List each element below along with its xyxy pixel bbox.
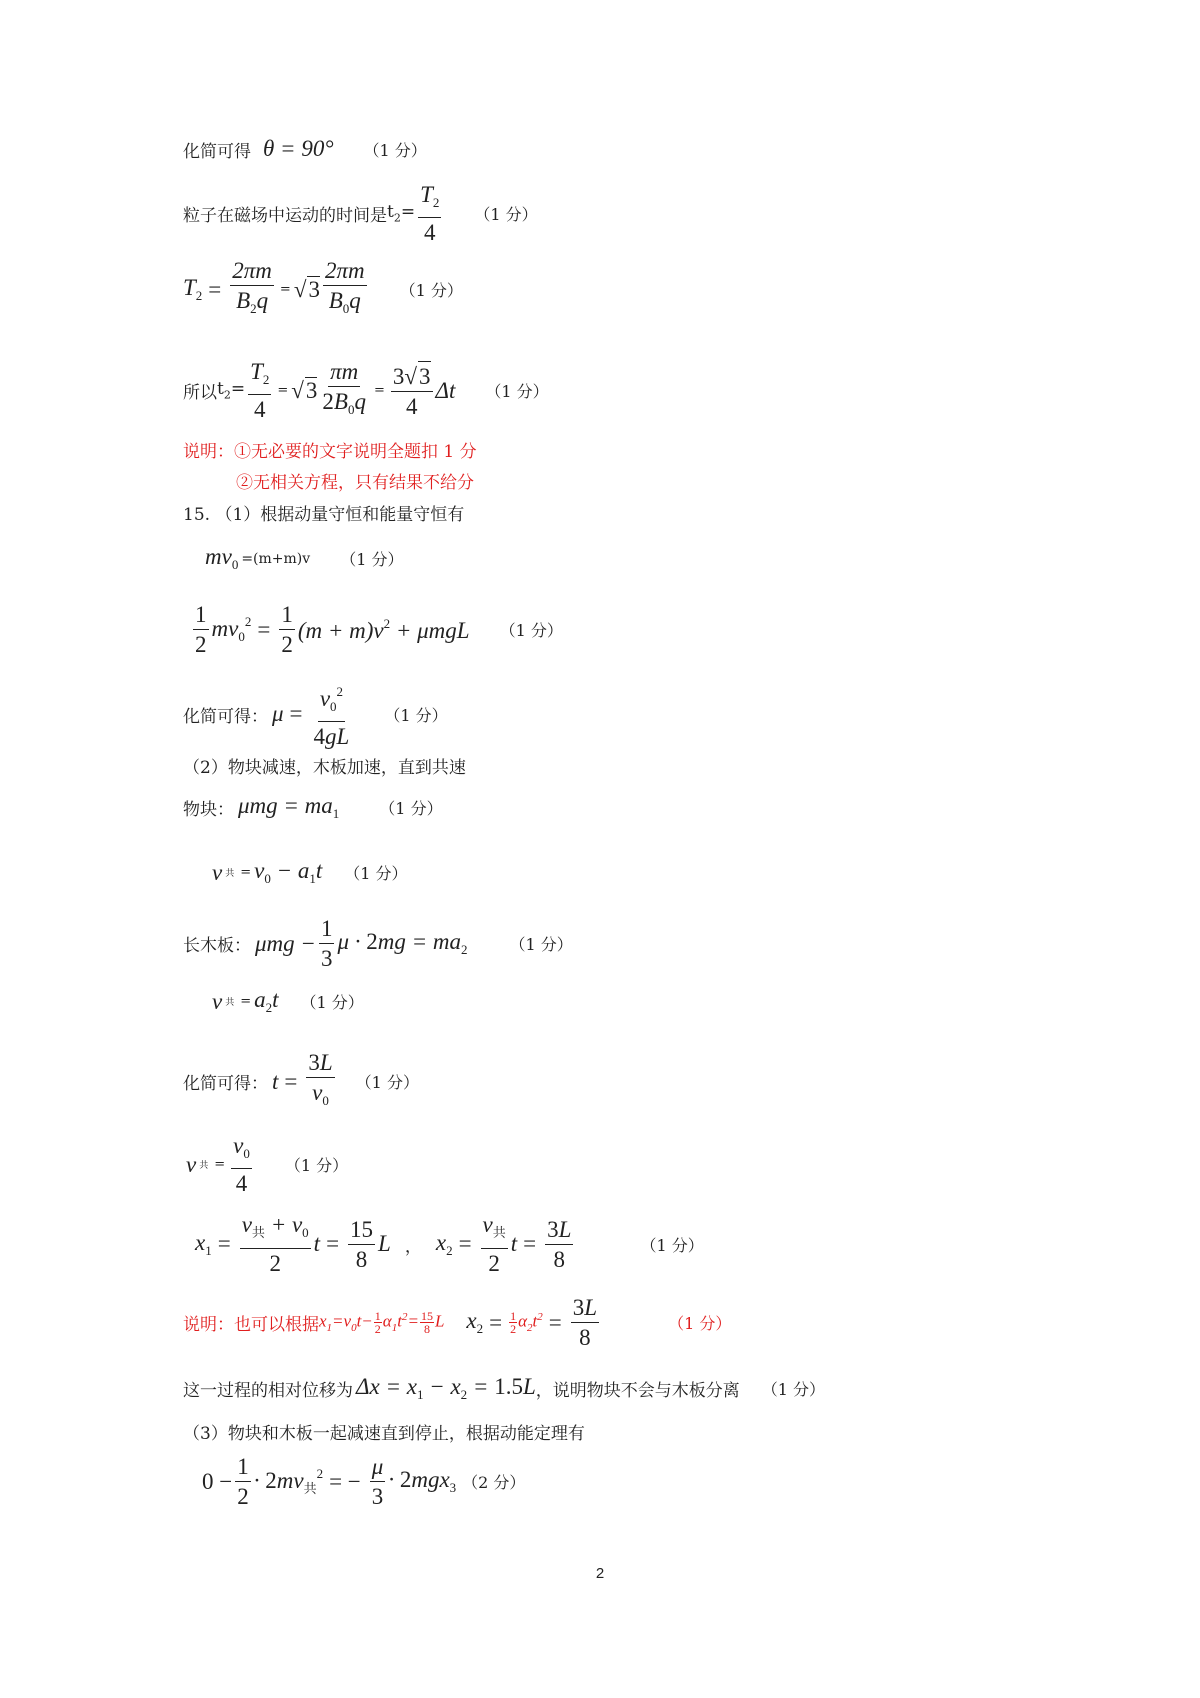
subscript: 共 — [199, 1161, 209, 1171]
line-text: 粒子在磁场中运动的时间是 — [183, 206, 387, 226]
line-text-2: ，说明物块不会与木板分离 — [535, 1381, 740, 1401]
fraction: $\frac{2\pi m}{B_2q}$ — [232, 258, 272, 316]
fraction: $\frac{T_2}{4}$ — [250, 359, 270, 422]
fraction: $\frac{\pi m}{2B_0q}$ — [322, 359, 366, 417]
line-energy: $\frac{1}{2}$ $mv_0^2$ = $\frac{1}{2}$ $(m + m)v^2 + \mu mgL$ （1 分） — [195, 602, 563, 657]
fraction: $\frac{3√3}{4}$ — [391, 361, 433, 421]
note-1b — [236, 468, 474, 493]
line-text: 长木板： — [183, 936, 251, 956]
line-text: 化简可得： — [183, 1074, 268, 1094]
fraction: $\frac{\mu}{3}$ — [371, 1454, 384, 1509]
points: （1 分） — [509, 935, 573, 954]
points: （1 分） — [668, 1314, 732, 1333]
fraction: $\frac{v_共 + v_0}{2}$ — [241, 1212, 309, 1276]
fraction: $\frac{3L}{v_0}$ — [308, 1050, 333, 1108]
separator: ， — [404, 1236, 422, 1257]
points: （1 分） — [485, 382, 549, 401]
line-time-t2 — [183, 180, 538, 247]
fraction: $\frac{v_0}{4}$ — [233, 1133, 250, 1196]
fraction: $\frac{1}{2}$ — [237, 1454, 249, 1509]
page-number: 2 — [595, 1565, 605, 1582]
line-text: 化简可得： — [183, 706, 268, 727]
question-15 — [183, 500, 464, 525]
points: （1 分） — [363, 140, 427, 160]
points: （1 分） — [344, 864, 408, 883]
line-block-force: 物块： $\mu mg = ma_1$ （1 分） — [183, 793, 443, 821]
fraction: $\frac{1}{2}$ — [195, 602, 207, 657]
points: （1 分） — [384, 705, 448, 725]
part-3 — [183, 1419, 585, 1444]
points: （1 分） — [300, 993, 364, 1012]
fraction: $\frac{3L}{8}$ — [547, 1216, 572, 1272]
line-kinetic-energy: 0 − $\frac{1}{2}$ · $2mv_共^2$ = − $\frac{\mu}{3}$ · 2mgx$_3$ （2 分） — [202, 1454, 526, 1509]
note-text: 说明：也可以根据 — [183, 1315, 319, 1335]
fraction: $\frac{3L}{8}$ — [572, 1295, 598, 1350]
fraction: $\frac{v_0^2}{4gL}$ — [312, 677, 352, 751]
fraction: $\frac{15}{8}$ — [350, 1216, 374, 1272]
note-item: ①无必要的文字说明全题扣 1 分 — [234, 442, 477, 462]
line-so-t2: 所以 $t_2=$ $\frac{T_2}{4}$ = √3 $\frac{\pi m}{2B_0q}$ = $\frac{3√3}{4}$ Δt （1 分） — [183, 359, 549, 422]
line-displacements: $x_1$ = $\frac{v_共 + v_0}{2}$ t = $\frac{15}{8}$ L ， $x_2$ = $\frac{v_共}{2}$ t = $\frac{3L}{8}$ （1 分） — [195, 1212, 704, 1276]
question-heading: 15. （1）根据动量守恒和能量守恒有 — [183, 505, 465, 525]
line-theta — [183, 136, 427, 162]
fraction-t2-over-4: $\frac{T_2}{4}$ — [420, 182, 440, 245]
t2-symbol: $t_2=$ — [387, 202, 416, 225]
points: （1 分） — [340, 550, 404, 569]
points: （2 分） — [462, 1473, 526, 1492]
line-v-common-1: v 共 = $v_0 - a_1t$ （1 分） — [212, 858, 408, 886]
points: （1 分） — [355, 1073, 419, 1092]
fraction: $\frac{1}{2}$ — [281, 602, 293, 657]
line-text: 所以 — [183, 383, 217, 403]
note-label: 说明： — [183, 442, 234, 462]
note-item: ②无相关方程，只有结果不给分 — [236, 473, 474, 493]
formula: θ = 90° — [263, 136, 334, 161]
line-t: 化简可得： t = $\frac{3L}{v_0}$ （1 分） — [183, 1048, 419, 1115]
line-text: 这一过程的相对位移为 — [183, 1381, 353, 1401]
line-relative-displacement: 这一过程的相对位移为 $\Delta x = x_1 - x_2 = 1.5L$ ，说明物块不会与木板分离 （1 分） — [183, 1374, 826, 1402]
points: （1 分） — [640, 1235, 704, 1255]
points: （1 分） — [499, 621, 563, 640]
line-v-common-3: v 共 = $\frac{v_0}{4}$ （1 分） — [186, 1133, 349, 1196]
line-mu: 化简可得： μ = $\frac{v_0^2}{4gL}$ （1 分） — [183, 677, 448, 751]
points: （1 分） — [284, 1156, 349, 1175]
part-2 — [183, 753, 466, 778]
line-v-common-2: v 共 = $a_2t$ （1 分） — [212, 987, 364, 1015]
part-heading: （3）物块和木板一起减速直到停止，根据动能定理有 — [183, 1424, 585, 1444]
subscript: 共 — [225, 869, 235, 879]
subscript: 共 — [225, 998, 235, 1008]
fraction: $\frac{2\pi m}{B_0q}$ — [324, 258, 365, 316]
fraction: $\frac{1}{3}$ — [320, 916, 333, 971]
fraction: $\frac{v_共}{2}$ — [482, 1212, 506, 1276]
line-period-t2: $T_2$ = $\frac{2\pi m}{B_2q}$ = √3 $\frac{2\pi m}{B_0q}$ （1 分） — [183, 256, 463, 323]
points: （1 分） — [474, 205, 538, 224]
note-2: 说明：也可以根据 $x_1=v_0t-$ $\frac{1}{2}$ $\alpha_1t^2=$ $\frac{15}{8}$ L $x_2$ = $\frac{1}{2}$ $\alpha_2t^2$ = $\frac{3L}{8}$ （1 分） — [183, 1295, 732, 1350]
note-1 — [183, 437, 477, 462]
line-text: 物块： — [183, 800, 234, 820]
line-text: 化简可得 — [183, 141, 251, 162]
momentum-rhs: =(m+m)v — [241, 550, 311, 567]
line-board-force: 长木板： μmg − $\frac{1}{3}$ $\mu \cdot 2mg = ma_2$ （1 分） — [183, 916, 573, 971]
line-momentum: $mv_0$ =(m+m)v （1 分） — [205, 544, 404, 572]
points: （1 分） — [379, 799, 443, 818]
points: （1 分） — [399, 281, 463, 300]
part-heading: （2）物块减速，木板加速，直到共速 — [183, 758, 466, 778]
points: （1 分） — [761, 1380, 826, 1399]
